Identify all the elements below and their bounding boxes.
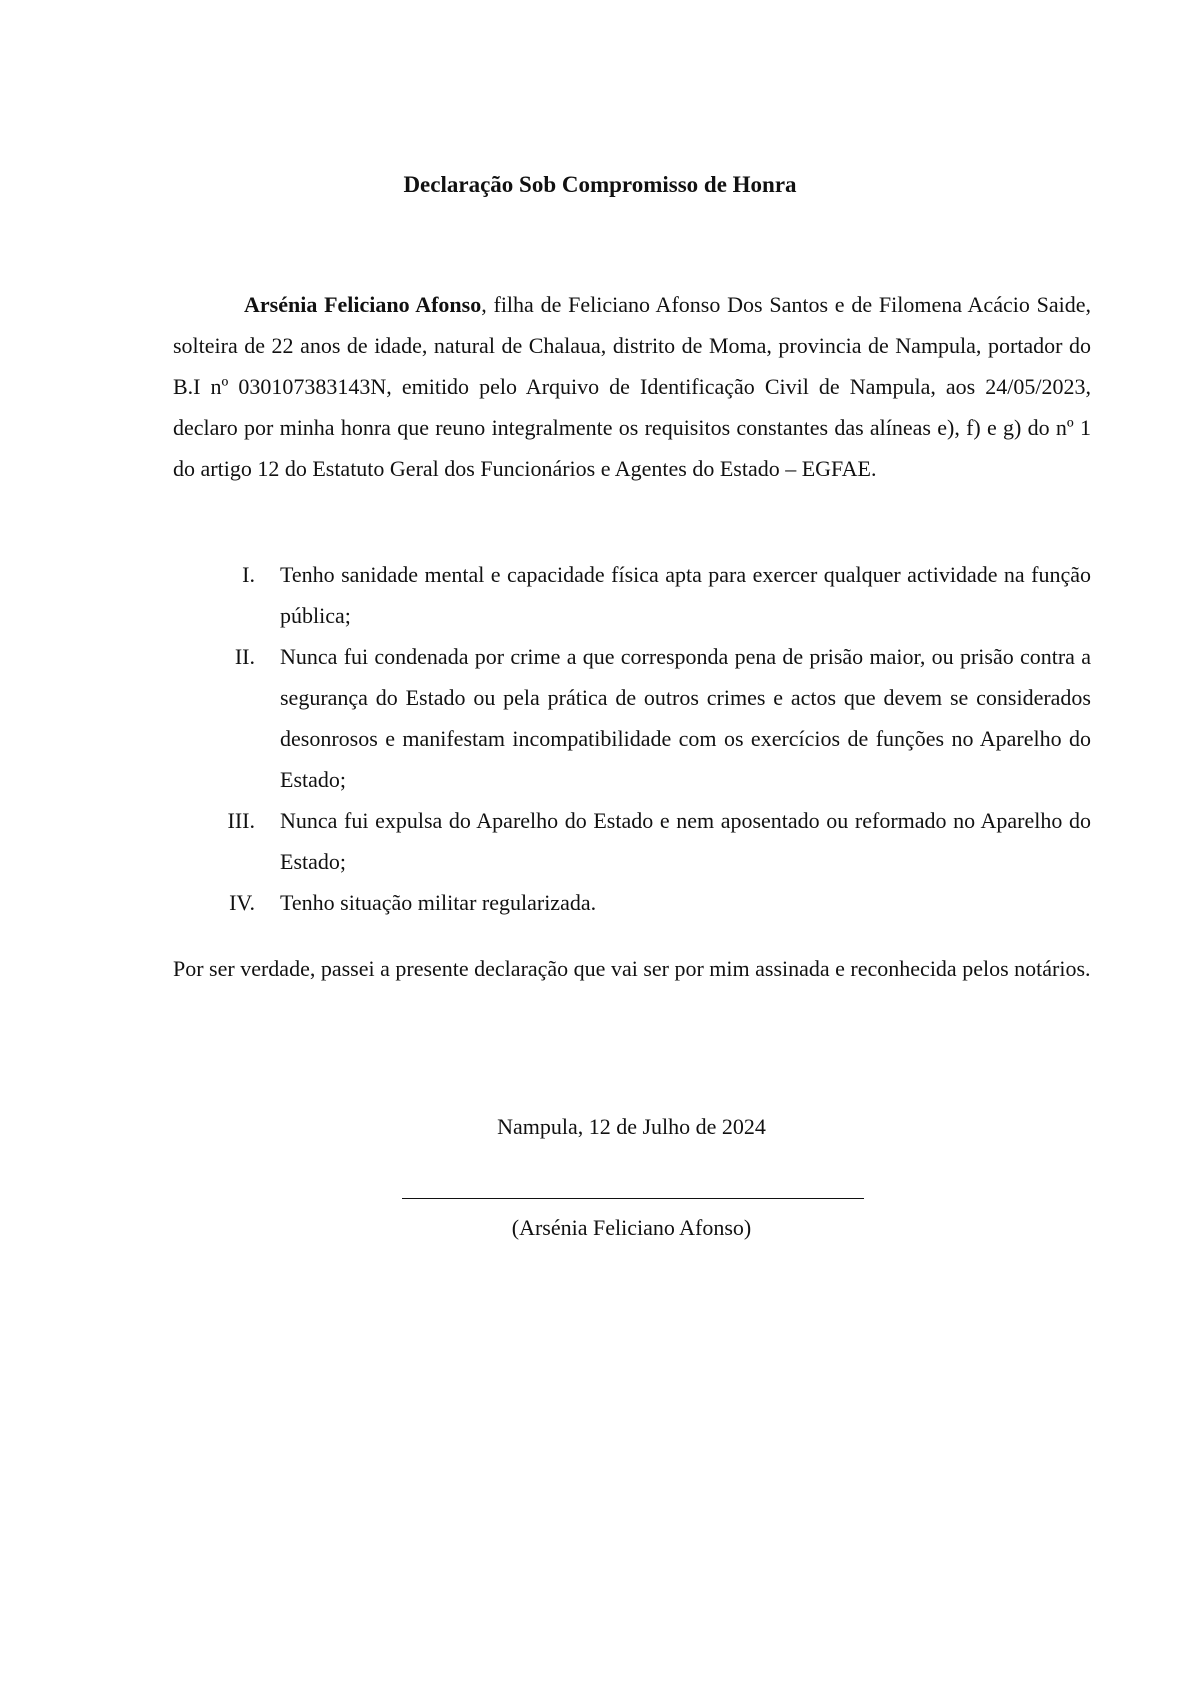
list-item-text: Nunca fui condenada por crime a que corresponda pena de prisão maior, ou prisão contra a segurança do Estado ou pela prática de outros crimes e actos que devem se considerados desonrosos e manifestam incompatibilidade com os exercícios de funções no Aparelho do Estado; [280, 644, 1091, 792]
list-item-number: IV. [229, 890, 255, 915]
document-title: Declaração Sob Compromisso de Honra [403, 172, 797, 197]
list-item [173, 882, 1091, 923]
list-item-number: III. [227, 808, 255, 833]
signature-line [402, 1198, 864, 1199]
list-item-number: I. [242, 562, 255, 587]
signature-name: (Arsénia Feliciano Afonso) [511, 1215, 752, 1240]
intro-text: , filha de Feliciano Afonso Dos Santos e de Filomena Acácio Saide, solteira de 22 anos de idade, natural de Chalaua, distrito de Moma, provincia de Nampula, portador do B.I nº 030107383143N, emitido pelo Arquivo de Identificação Civil de Nampula, aos 24/05/2023, declaro por minha honra que reuno integralmente os requisitos constantes das alíneas e), f) e g) do nº 1 do artigo 12 do Estatuto Geral dos Funcionários e Agentes do Estado – EGFAE. [173, 292, 1091, 481]
list-item-number: II. [234, 644, 255, 669]
intro-paragraph [173, 284, 1091, 489]
list-item-text: Nunca fui expulsa do Aparelho do Estado e nem aposentado ou reformado no Aparelho do Estado; [280, 808, 1091, 874]
list-item [173, 554, 1091, 636]
list-item-text: Tenho situação militar regularizada. [280, 890, 597, 915]
list-item [173, 800, 1091, 882]
declarant-name: Arsénia Feliciano Afonso [244, 292, 482, 317]
requirements-list [173, 554, 1091, 923]
closing-paragraph: Por ser verdade, passei a presente declaração que vai ser por mim assinada e reconhecida pelos notários. [173, 956, 1091, 981]
list-item [173, 636, 1091, 800]
list-item-text: Tenho sanidade mental e capacidade física apta para exercer qualquer actividade na função pública; [280, 562, 1091, 628]
place-and-date: Nampula, 12 de Julho de 2024 [497, 1114, 766, 1139]
